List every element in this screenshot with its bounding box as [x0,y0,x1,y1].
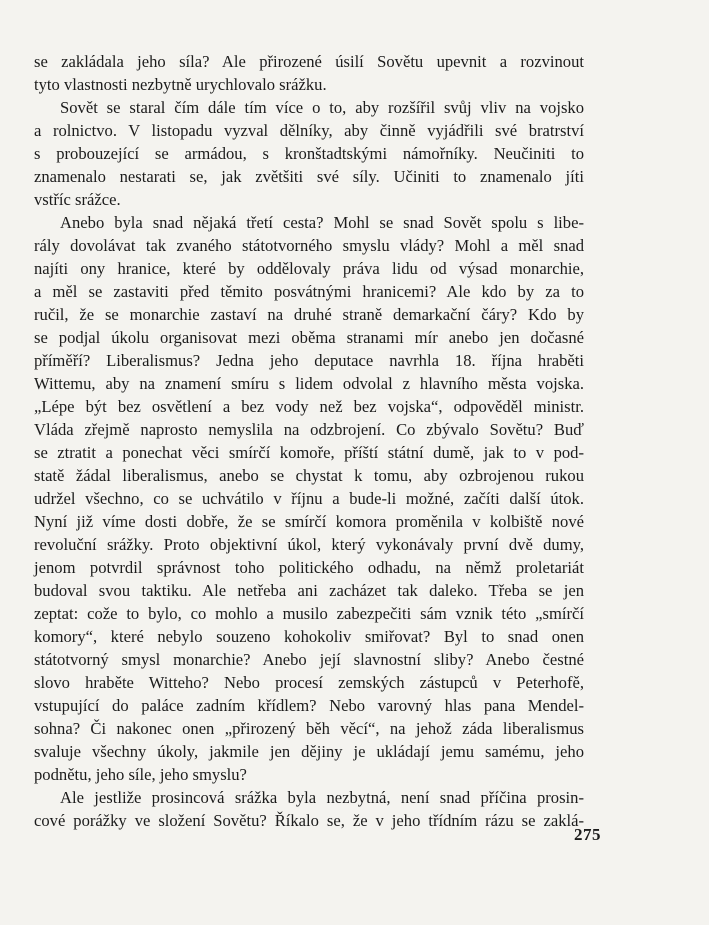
text-line: slovo hraběte Witteho? Nebo procesí zemských zástupců v Peterhofě, [34,673,584,692]
body-text [34,50,584,832]
text-line: najíti ony hranice, které by oddělovaly práva lidu od výsad monarchie, [34,259,584,278]
text-line: revoluční srážky. Proto objektivní úkol, který vykonávaly první dvě dumy, [34,535,584,554]
text-line: ručil, že se monarchie zastaví na druhé straně demarkační čáry? Kdo by [34,305,584,324]
text-line: Anebo byla snad nějaká třetí cesta? Mohl se snad Sovět spolu s libe- [60,213,584,232]
text-line: Wittemu, aby na znamení smíru s lidem odvolal z hlavního města vojska. [34,374,584,393]
text-line: zeptat: cože to bylo, co mohlo a musilo zabezpečiti sám vznik této „smírčí [34,604,584,623]
text-line: komory“, které nebylo souzeno kohokoliv smiřovat? Byl to snad onen [34,627,584,646]
text-line: s probouzející se armádou, s kronštadtskými námořníky. Neučiniti to [34,144,584,163]
text-line: vstupující do paláce zadním křídlem? Nebo varovný hlas pana Mendel- [34,696,584,715]
text-line: podnětu, jeho síle, jeho smyslu? [34,765,247,784]
page-number: 275 [574,825,601,844]
text-line: se zakládala jeho síla? Ale přirozené úsilí Sovětu upevnit a rozvinout [34,52,584,71]
text-line: znamenalo nestarati se, jak zvětšiti své síly. Učiniti to znamenalo jíti [34,167,584,186]
text-line: vstříc srážce. [34,190,121,209]
text-line: se podjal úkolu organisovat mezi oběma stranami mír anebo jen dočasné [34,328,584,347]
text-line: jenom potvrdil správnost toho politického odhadu, na němž proletariát [34,558,584,577]
text-line: se ztratit a ponechat věci smírčí komoře, příští státní dumě, jak to v pod- [34,443,584,462]
text-line: Vláda zřejmě naprosto nemyslila na odzbrojení. Co zbývalo Sovětu? Buď [34,420,584,439]
text-line: státotvorný smysl monarchie? Anebo její slavnostní sliby? Anebo čestné [34,650,584,669]
text-line: příměří? Liberalismus? Jedna jeho deputace navrhla 18. října hraběti [34,351,584,370]
text-line: Nyní již víme dosti dobře, že se smírčí komora proměnila v kolbiště nové [34,512,584,531]
text-line: cové porážky ve složení Sovětu? Říkalo se, že v jeho třídním rázu se zaklá- [34,811,584,830]
text-line: „Lépe být bez osvětlení a bez vody než bez vojska“, odpověděl ministr. [34,397,584,416]
text-line: sohna? Či nakonec onen „přirozený běh věcí“, na jehož záda liberalismus [34,719,584,738]
text-line: statě žádal liberalismus, anebo se chystat k tomu, aby ozbrojenou rukou [34,466,584,485]
text-line: Sovět se staral čím dále tím více o to, aby rozšířil svůj vliv na vojsko [60,98,584,117]
text-line: udržel všechno, co se uchvátilo v říjnu a bude-li možné, začíti další útok. [34,489,584,508]
text-line: budoval svou taktiku. Ale netřeba ani zacházet tak daleko. Třeba se jen [34,581,584,600]
text-line: rály dovolávat tak zvaného státotvorného smyslu vlády? Mohl a měl snad [34,236,584,255]
text-line: Ale jestliže prosincová srážka byla nezbytná, není snad příčina prosin- [60,788,584,807]
text-line: svaluje všechny úkoly, jakmile jen dějiny je ukládají jemu samému, jeho [34,742,584,761]
text-line: tyto vlastnosti nezbytně urychlovalo srážku. [34,75,327,94]
text-line: a rolnictvo. V listopadu vyzval dělníky, aby činně vyjádřili své bratrství [34,121,584,140]
text-line: a měl se zastaviti před těmito posvátnými hranicemi? Ale kdo by za to [34,282,584,301]
